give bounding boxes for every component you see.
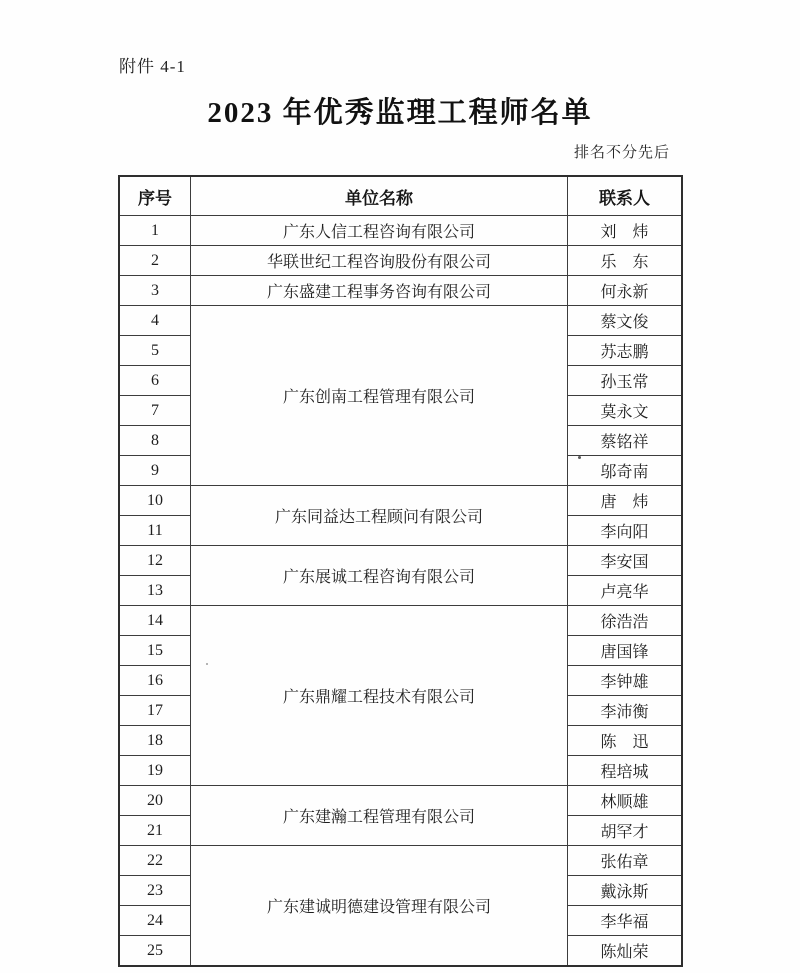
- serial-number-cell: 18: [119, 726, 191, 756]
- table-row: [119, 276, 682, 306]
- contact-person-cell: 唐国锋: [568, 636, 683, 666]
- serial-number-cell: 2: [119, 246, 191, 276]
- contact-person-cell: 徐浩浩: [568, 606, 683, 636]
- serial-number-cell: 1: [119, 216, 191, 246]
- serial-number-cell: 6: [119, 366, 191, 396]
- contact-person-cell: 莫永文: [568, 396, 683, 426]
- serial-number-cell: 16: [119, 666, 191, 696]
- serial-number-cell: 14: [119, 606, 191, 636]
- serial-number-cell: 22: [119, 846, 191, 876]
- contact-person-cell: 陈 迅: [568, 726, 683, 756]
- contact-person-cell: 李钟雄: [568, 666, 683, 696]
- contact-person-cell: 程培城: [568, 756, 683, 786]
- serial-number-cell: 21: [119, 816, 191, 846]
- company-name-cell: 广东创南工程管理有限公司: [191, 306, 568, 486]
- contact-person-cell: 何永新: [568, 276, 683, 306]
- engineers-table: [118, 175, 683, 967]
- contact-person-cell: 卢亮华: [568, 576, 683, 606]
- contact-person-cell: 李沛衡: [568, 696, 683, 726]
- contact-person-cell: 唐 炜: [568, 486, 683, 516]
- contact-person-cell: 胡罕才: [568, 816, 683, 846]
- serial-number-cell: 10: [119, 486, 191, 516]
- attachment-label: 附件 4-1: [119, 57, 186, 76]
- table-row: [119, 786, 682, 816]
- serial-number-cell: 13: [119, 576, 191, 606]
- table-header-row: [119, 176, 682, 216]
- contact-person-cell: 陈灿荣: [568, 936, 683, 967]
- contact-person-cell: 李向阳: [568, 516, 683, 546]
- contact-person-cell: 蔡铭祥: [568, 426, 683, 456]
- serial-number-cell: 17: [119, 696, 191, 726]
- header-company-name: 单位名称: [191, 176, 568, 216]
- serial-number-cell: 3: [119, 276, 191, 306]
- table-row: [119, 846, 682, 876]
- company-name-cell: 广东盛建工程事务咨询有限公司: [191, 276, 568, 306]
- serial-number-cell: 23: [119, 876, 191, 906]
- contact-person-cell: 李安国: [568, 546, 683, 576]
- serial-number-cell: 24: [119, 906, 191, 936]
- company-name-cell: 广东人信工程咨询有限公司: [191, 216, 568, 246]
- company-name-cell: 广东同益达工程顾问有限公司: [191, 486, 568, 546]
- serial-number-cell: 9: [119, 456, 191, 486]
- serial-number-cell: 20: [119, 786, 191, 816]
- company-name-cell: 广东鼎耀工程技术有限公司: [191, 606, 568, 786]
- company-name-cell: 广东建诚明德建设管理有限公司: [191, 846, 568, 967]
- scan-speck: [578, 456, 581, 459]
- table-row: [119, 606, 682, 636]
- serial-number-cell: 19: [119, 756, 191, 786]
- contact-person-cell: 乐 东: [568, 246, 683, 276]
- serial-number-cell: 4: [119, 306, 191, 336]
- header-serial-number: 序号: [119, 176, 191, 216]
- contact-person-cell: 邬奇南: [568, 456, 683, 486]
- contact-person-cell: 张佑章: [568, 846, 683, 876]
- company-name-cell: 广东建瀚工程管理有限公司: [191, 786, 568, 846]
- table-row: [119, 246, 682, 276]
- serial-number-cell: 12: [119, 546, 191, 576]
- contact-person-cell: 刘 炜: [568, 216, 683, 246]
- ranking-note: 排名不分先后: [573, 145, 670, 161]
- contact-person-cell: 林顺雄: [568, 786, 683, 816]
- contact-person-cell: 戴泳斯: [568, 876, 683, 906]
- contact-person-cell: 苏志鹏: [568, 336, 683, 366]
- company-name-cell: 广东展诚工程咨询有限公司: [191, 546, 568, 606]
- serial-number-cell: 5: [119, 336, 191, 366]
- table-row: [119, 546, 682, 576]
- serial-number-cell: 11: [119, 516, 191, 546]
- contact-person-cell: 孙玉常: [568, 366, 683, 396]
- serial-number-cell: 15: [119, 636, 191, 666]
- table-row: [119, 306, 682, 336]
- table-row: [119, 486, 682, 516]
- serial-number-cell: 25: [119, 936, 191, 967]
- scan-speck: [206, 663, 208, 665]
- serial-number-cell: 7: [119, 396, 191, 426]
- page-title: 2023 年优秀监理工程师名单: [207, 97, 593, 129]
- contact-person-cell: 蔡文俊: [568, 306, 683, 336]
- table-row: [119, 216, 682, 246]
- company-name-cell: 华联世纪工程咨询股份有限公司: [191, 246, 568, 276]
- serial-number-cell: 8: [119, 426, 191, 456]
- header-contact-person: 联系人: [568, 176, 683, 216]
- table-body: [119, 216, 682, 967]
- contact-person-cell: 李华福: [568, 906, 683, 936]
